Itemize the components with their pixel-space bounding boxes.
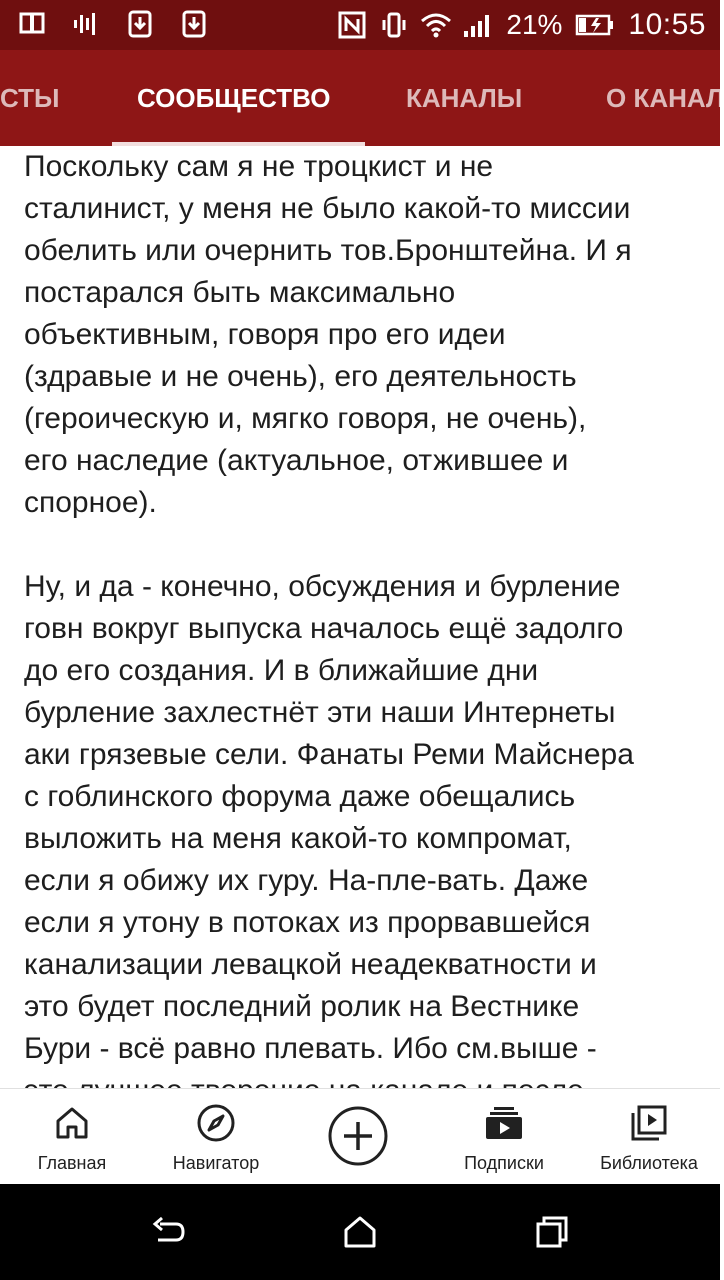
add-content-button[interactable] xyxy=(328,1106,388,1166)
clock: 10:55 xyxy=(628,8,706,41)
home-icon xyxy=(52,1103,92,1143)
download-icon xyxy=(180,10,208,38)
recents-button[interactable] xyxy=(534,1214,570,1250)
tab-channels[interactable]: КАНАЛЫ xyxy=(406,83,523,113)
tab-posts[interactable]: СТЫ xyxy=(0,83,60,113)
wifi-icon xyxy=(422,11,450,39)
nav-home[interactable] xyxy=(22,1089,122,1185)
nav-navigator[interactable] xyxy=(160,1089,272,1185)
download-icon xyxy=(126,10,154,38)
nav-library-label: Библиотека xyxy=(600,1153,698,1173)
nav-subscriptions[interactable] xyxy=(448,1089,560,1185)
nfc-icon xyxy=(338,11,366,39)
home-system-button[interactable] xyxy=(342,1214,378,1250)
screen-mirror-icon xyxy=(18,10,46,38)
tab-community[interactable]: СООБЩЕСТВО xyxy=(137,83,331,113)
compass-icon xyxy=(196,1103,236,1143)
channel-tabs xyxy=(0,50,724,146)
post-paragraph: Поскольку сам я не троцкист и не сталинист, у меня не было какой-то миссии обелить или очернить тов.Бронштейна. И я постарался быть максимально объективным, говоря про его идеи (здравые и не очень), его деятельность (героическую и, мягко говоря, не очень), его наследие (актуальное, отжившее и спорное). xyxy=(24,150,632,519)
subscriptions-icon xyxy=(484,1103,524,1143)
back-button[interactable] xyxy=(150,1214,186,1250)
sound-wave-icon xyxy=(72,10,100,38)
post-content[interactable] xyxy=(0,146,720,1088)
library-icon xyxy=(629,1103,669,1143)
battery-charging-icon xyxy=(576,11,614,39)
nav-navigator-label: Навигатор xyxy=(172,1153,260,1173)
nav-home-label: Главная xyxy=(37,1153,107,1173)
back-icon xyxy=(150,1214,186,1250)
signal-icon xyxy=(464,11,492,39)
system-navigation-bar xyxy=(0,1184,720,1280)
recents-icon xyxy=(534,1214,570,1250)
status-bar xyxy=(0,0,720,50)
plus-circle-icon xyxy=(328,1106,388,1166)
battery-percent: 21% xyxy=(506,9,563,40)
nav-library[interactable] xyxy=(590,1089,708,1185)
vibrate-icon xyxy=(380,11,408,39)
nav-subscriptions-label: Подписки xyxy=(464,1153,544,1173)
post-paragraph: Ну, и да - конечно, обсуждения и бурление говн вокруг выпуска началось ещё задолго до его создания. И в ближайшие дни бурление захлестнёт эти наши Интернеты аки грязевые сели. Фанаты Реми Майснера с гоблинского форума даже обещались выложить на меня какой-то компромат, если я обижу их гуру. На-пле-вать. Даже если я утону в потоках из прорвавшейся канализации левацкой неадекватности и это будет последний ролик на Вестнике Бури - всё равно плевать. Ибо см.выше - xyxy=(24,570,634,1065)
home-outline-icon xyxy=(342,1214,378,1250)
tab-about[interactable]: О КАНАЛ xyxy=(606,83,724,113)
